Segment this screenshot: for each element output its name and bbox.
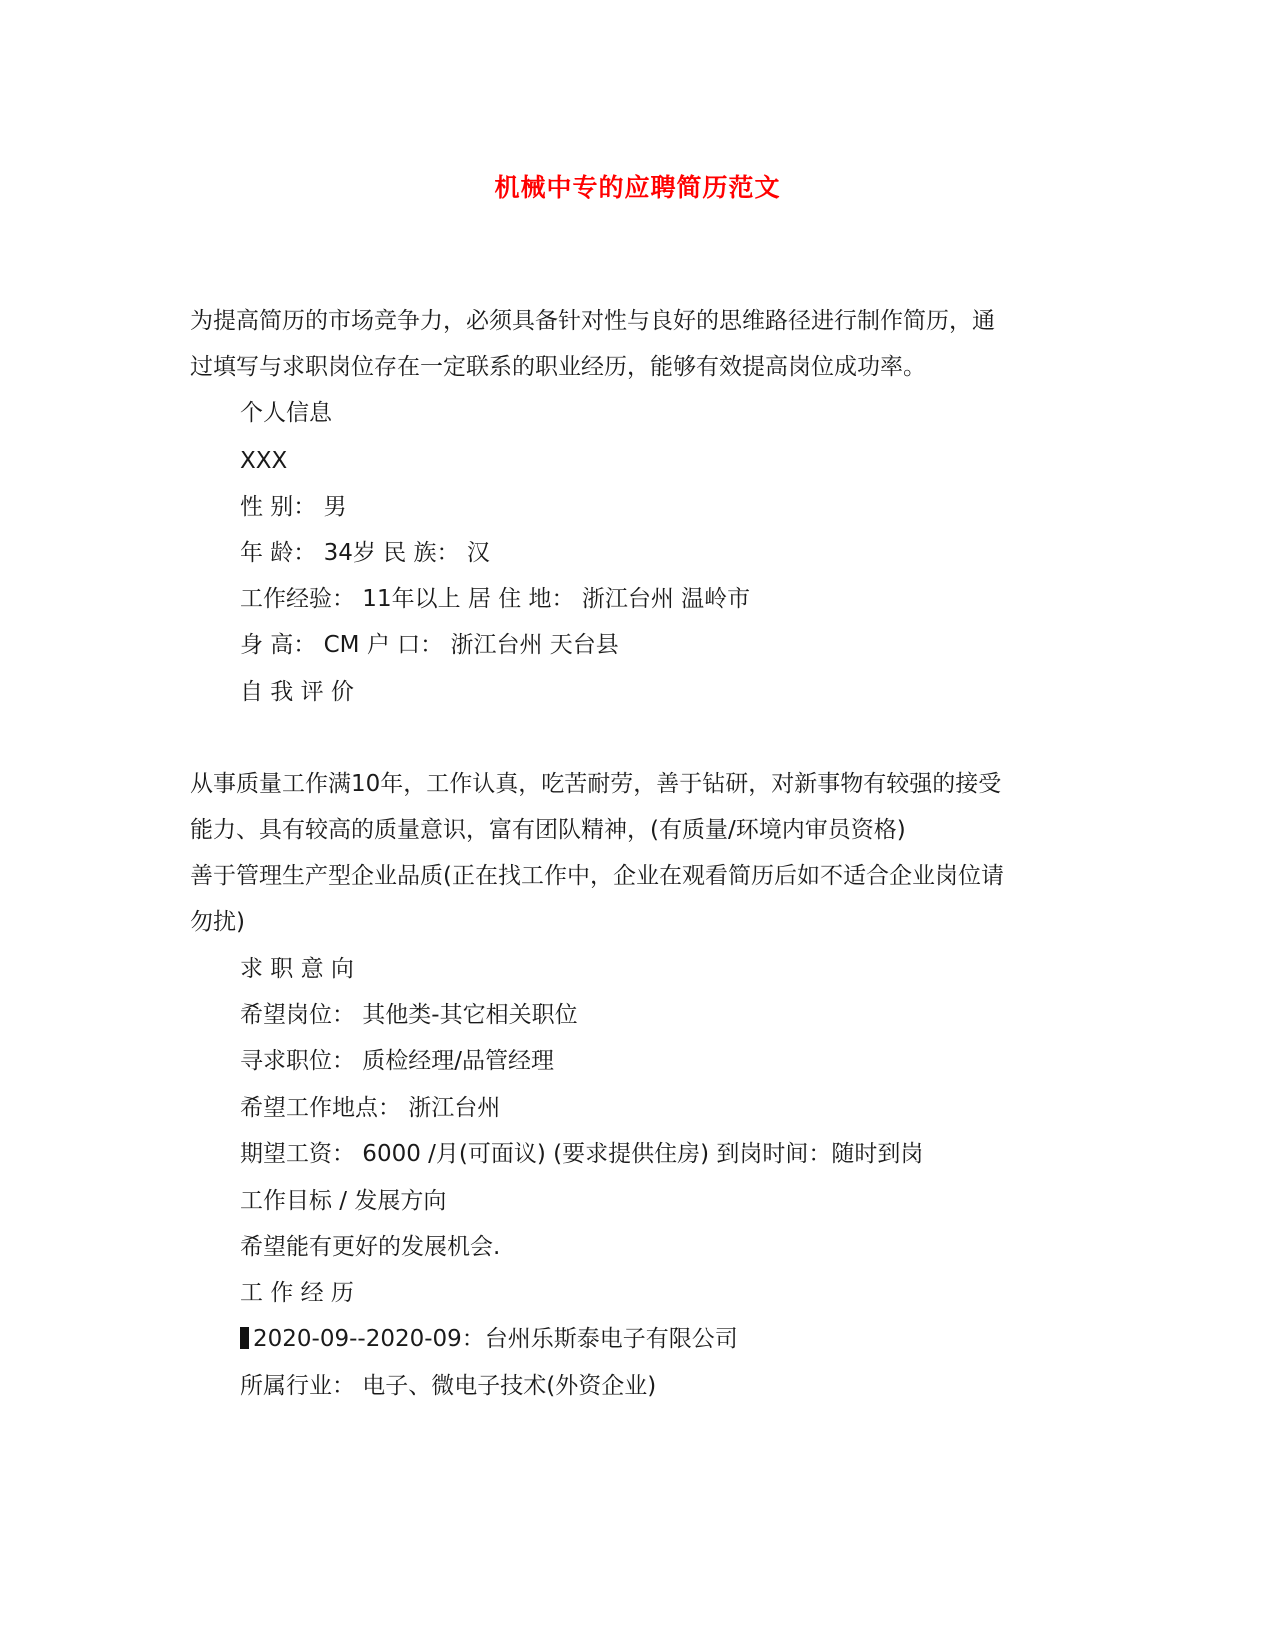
square-bullet-icon: [240, 1327, 249, 1349]
candidate-name: XXX: [240, 448, 288, 474]
experience-residence-field: 工作经验： 11年以上 居 住 地： 浙江台州 温岭市: [240, 586, 751, 612]
industry-field: 所属行业： 电子、微电子技术(外资企业): [240, 1373, 657, 1399]
age-ethnicity-field: 年 龄： 34岁 民 族： 汉: [240, 540, 490, 566]
self-evaluation-line-4: 勿扰): [190, 909, 245, 935]
self-evaluation-heading: 自 我 评 价: [240, 679, 354, 705]
gender-field: 性 别： 男: [240, 494, 347, 520]
self-evaluation-line-2: 能力、具有较高的质量意识，富有团队精神，(有质量/环境内审员资格): [190, 817, 906, 843]
work-history-heading: 工 作 经 历: [240, 1280, 354, 1306]
sought-job-field: 寻求职位： 质检经理/品管经理: [240, 1048, 555, 1074]
work-period-text: 2020-09--2020-09：台州乐斯泰电子有限公司: [253, 1326, 738, 1352]
document-title: 机械中专的应聘简历范文: [494, 173, 781, 202]
work-period-line: [240, 1324, 738, 1354]
height-hukou-field: 身 高： CM 户 口： 浙江台州 天台县: [240, 632, 619, 658]
career-goal-heading: 工作目标 / 发展方向: [240, 1188, 447, 1214]
self-evaluation-line-3: 善于管理生产型企业品质(正在找工作中，企业在观看简历后如不适合企业岗位请: [190, 863, 1004, 889]
personal-info-heading: 个人信息: [240, 400, 332, 426]
desired-position-field: 希望岗位： 其他类-其它相关职位: [240, 1002, 578, 1028]
salary-field: 期望工资： 6000 /月(可面议) (要求提供住房) 到岗时间：随时到岗: [240, 1141, 924, 1167]
work-location-field: 希望工作地点： 浙江台州: [240, 1095, 501, 1121]
self-evaluation-line-1: 从事质量工作满10年，工作认真，吃苦耐劳，善于钻研，对新事物有较强的接受: [190, 771, 1002, 797]
intro-line-2: 过填写与求职岗位存在一定联系的职业经历，能够有效提高岗位成功率。: [190, 354, 926, 380]
intro-line-1: 为提高简历的市场竞争力，必须具备针对性与良好的思维路径进行制作简历，通: [190, 308, 995, 334]
career-goal-text: 希望能有更好的发展机会.: [240, 1234, 501, 1260]
job-intent-heading: 求 职 意 向: [240, 956, 354, 982]
